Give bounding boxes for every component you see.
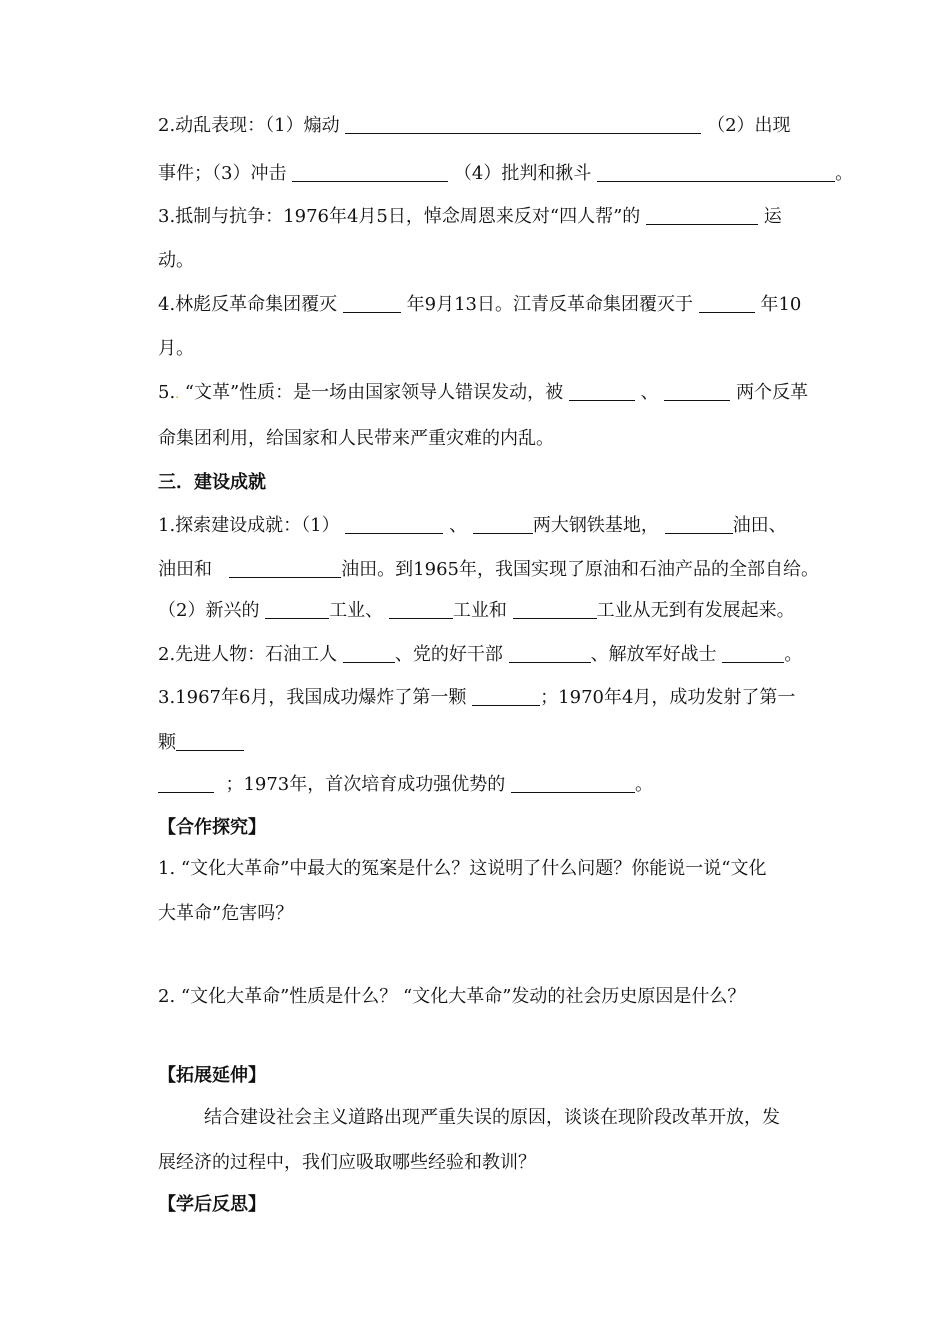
blank[interactable] bbox=[158, 774, 214, 793]
blank[interactable] bbox=[265, 600, 329, 619]
text: 两大钢铁基地， bbox=[532, 515, 659, 536]
item-1-line1 bbox=[158, 514, 787, 538]
text: “文革”性质：是一场由国家领导人错误发动，被 bbox=[184, 382, 564, 403]
blank[interactable] bbox=[597, 163, 835, 182]
extension-para-line2: 展经济的过程中，我们应吸取哪些经验和教训？ bbox=[158, 1152, 536, 1173]
text: 工业和 bbox=[452, 600, 507, 621]
item-4-line1 bbox=[158, 293, 801, 317]
text: 年9月13日。江青反革命集团覆灭于 bbox=[406, 294, 694, 315]
item-3-line2 bbox=[158, 249, 194, 273]
item-3-line2 bbox=[158, 731, 244, 755]
section-heading-ext: 【拓展延伸】 bbox=[158, 1065, 266, 1086]
text: 。 bbox=[835, 163, 854, 184]
text: 。 bbox=[784, 644, 803, 665]
text: 工业、 bbox=[329, 600, 384, 621]
blank[interactable] bbox=[569, 382, 635, 401]
text: （2）出现 bbox=[707, 115, 791, 136]
text: ；1970年4月，成功发射了第一 bbox=[540, 687, 796, 708]
blank[interactable] bbox=[509, 644, 591, 663]
text: 2.先进人物：石油工人 bbox=[158, 644, 338, 665]
blank[interactable] bbox=[646, 206, 758, 225]
item-3-line3 bbox=[158, 773, 653, 797]
item-5-line1 bbox=[158, 381, 808, 406]
blank[interactable] bbox=[343, 644, 395, 663]
item-5-line2 bbox=[158, 427, 554, 451]
text: 油田和 bbox=[158, 559, 212, 580]
text: 动。 bbox=[158, 250, 194, 271]
blank[interactable] bbox=[513, 600, 597, 619]
text: 工业从无到有发展起来。 bbox=[596, 600, 795, 621]
item-3-line1 bbox=[158, 686, 795, 710]
text: 5. bbox=[158, 382, 176, 403]
text: 命集团利用，给国家和人民带来严重灾难的内乱。 bbox=[158, 428, 554, 449]
blank[interactable] bbox=[292, 163, 448, 182]
blank[interactable] bbox=[389, 600, 453, 619]
text: 1.探索建设成就：（1） bbox=[158, 515, 340, 536]
text: 、 bbox=[449, 515, 468, 536]
blank[interactable] bbox=[345, 515, 443, 534]
question-2: 2. “文化大革命”性质是什么？ “文化大革命”发动的社会历史原因是什么？ bbox=[158, 986, 746, 1007]
text: 2.动乱表现：（1）煽动 bbox=[158, 115, 340, 136]
text: （2）新兴的 bbox=[158, 600, 260, 621]
item-2-line2 bbox=[158, 162, 853, 186]
blank[interactable] bbox=[229, 559, 341, 578]
blank[interactable] bbox=[176, 732, 244, 751]
text: （4）批判和揪斗 bbox=[453, 163, 592, 184]
extension-para-line1: 结合建设社会主义道路出现严重失误的原因，谈谈在现阶段改革开放，发 bbox=[204, 1107, 780, 1128]
text: 3.抵制与抗争：1976年4月5日，悼念周恩来反对“四人帮”的 bbox=[158, 206, 641, 227]
text: 年10 bbox=[760, 294, 802, 315]
item-1-line3 bbox=[158, 599, 795, 623]
item-4-line2 bbox=[158, 337, 194, 361]
text: 、 bbox=[640, 382, 659, 403]
blank[interactable] bbox=[473, 515, 533, 534]
annotation-dot: . bbox=[175, 387, 180, 401]
blank[interactable] bbox=[345, 115, 701, 134]
text: 。 bbox=[635, 774, 653, 795]
item-2-line1 bbox=[158, 114, 791, 138]
blank[interactable] bbox=[472, 687, 540, 706]
question-1-line2: 大革命”危害吗？ bbox=[158, 903, 294, 924]
section-heading: 三．建设成就 bbox=[158, 472, 266, 493]
text: ；1973年，首次培育成功强优势的 bbox=[225, 774, 506, 795]
blank[interactable] bbox=[343, 294, 401, 313]
text: 月。 bbox=[158, 338, 194, 359]
section-heading-coop: 【合作探究】 bbox=[158, 817, 266, 838]
text: 、解放军好战士 bbox=[590, 644, 717, 665]
text: 、党的好干部 bbox=[394, 644, 503, 665]
blank[interactable] bbox=[699, 294, 755, 313]
item-1-line2 bbox=[158, 558, 819, 582]
text: 油田、 bbox=[732, 515, 787, 536]
section-heading-reflect: 【学后反思】 bbox=[158, 1194, 266, 1215]
text: 运 bbox=[763, 206, 782, 227]
question-1-line1: 1. “文化大革命”中最大的冤案是什么？这说明了什么问题？你能说一说“文化 bbox=[158, 858, 767, 879]
blank[interactable] bbox=[722, 644, 784, 663]
text: 4.林彪反革命集团覆灭 bbox=[158, 294, 338, 315]
blank[interactable] bbox=[664, 382, 730, 401]
blank[interactable] bbox=[665, 515, 733, 534]
text: 事件；（3）冲击 bbox=[158, 163, 287, 184]
text: 油田。到1965年，我国实现了原油和石油产品的全部自给。 bbox=[341, 559, 819, 580]
blank[interactable] bbox=[511, 774, 635, 793]
item-3-line1 bbox=[158, 205, 782, 229]
text: 两个反革 bbox=[736, 382, 809, 403]
item-2-line bbox=[158, 643, 802, 667]
text: 颗 bbox=[158, 732, 176, 753]
text: 3.1967年6月，我国成功爆炸了第一颗 bbox=[158, 687, 467, 708]
